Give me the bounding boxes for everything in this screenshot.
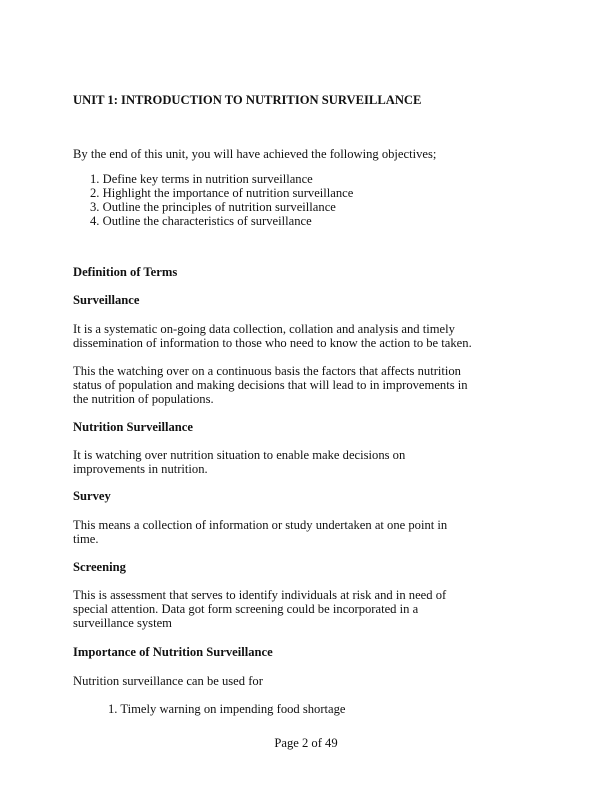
text-line: This is assessment that serves to identify individuals at risk and in need of xyxy=(73,588,447,602)
text-line: dissemination of information to those who need to know the action to be taken. xyxy=(73,336,472,350)
objective-item: 4. Outline the characteristics of surveillance xyxy=(90,214,312,228)
text-line: surveillance system xyxy=(73,616,172,630)
surveillance-paragraph-1 xyxy=(73,322,472,350)
importance-intro: Nutrition surveillance can be used for xyxy=(73,674,263,688)
text-line: the nutrition of populations. xyxy=(73,392,214,406)
surveillance-paragraph-2 xyxy=(73,364,468,406)
text-line: special attention. Data got form screening could be incorporated in a xyxy=(73,602,419,616)
intro-text: By the end of this unit, you will have achieved the following objectives; xyxy=(73,147,437,161)
unit-title: UNIT 1: INTRODUCTION TO NUTRITION SURVEILLANCE xyxy=(73,93,422,107)
nutrition-surveillance-heading: Nutrition Surveillance xyxy=(73,420,193,434)
text-line: time. xyxy=(73,532,99,546)
text-line: improvements in nutrition. xyxy=(73,462,208,476)
objective-item: 2. Highlight the importance of nutrition surveillance xyxy=(90,186,354,200)
text-line: This the watching over on a continuous basis the factors that affects nutrition xyxy=(73,364,461,378)
text-line: status of population and making decisions that will lead to in improvements in xyxy=(73,378,468,392)
text-line: This means a collection of information or study undertaken at one point in xyxy=(73,518,448,532)
page-footer: Page 2 of 49 xyxy=(274,736,338,750)
surveillance-heading: Surveillance xyxy=(73,293,140,307)
objective-item: 1. Define key terms in nutrition surveillance xyxy=(90,172,313,186)
text-line: It is watching over nutrition situation to enable make decisions on xyxy=(73,448,406,462)
nutrition-surveillance-paragraph xyxy=(73,448,405,476)
survey-heading: Survey xyxy=(73,489,111,503)
screening-paragraph xyxy=(73,588,446,630)
definition-heading: Definition of Terms xyxy=(73,265,178,279)
objective-item: 3. Outline the principles of nutrition surveillance xyxy=(90,200,336,214)
importance-heading: Importance of Nutrition Surveillance xyxy=(73,645,273,659)
text-line: It is a systematic on-going data collection, collation and analysis and timely xyxy=(73,322,455,336)
objectives-list xyxy=(90,172,353,228)
importance-item: 1. Timely warning on impending food shortage xyxy=(108,702,346,716)
survey-paragraph xyxy=(73,518,447,546)
screening-heading: Screening xyxy=(73,560,126,574)
